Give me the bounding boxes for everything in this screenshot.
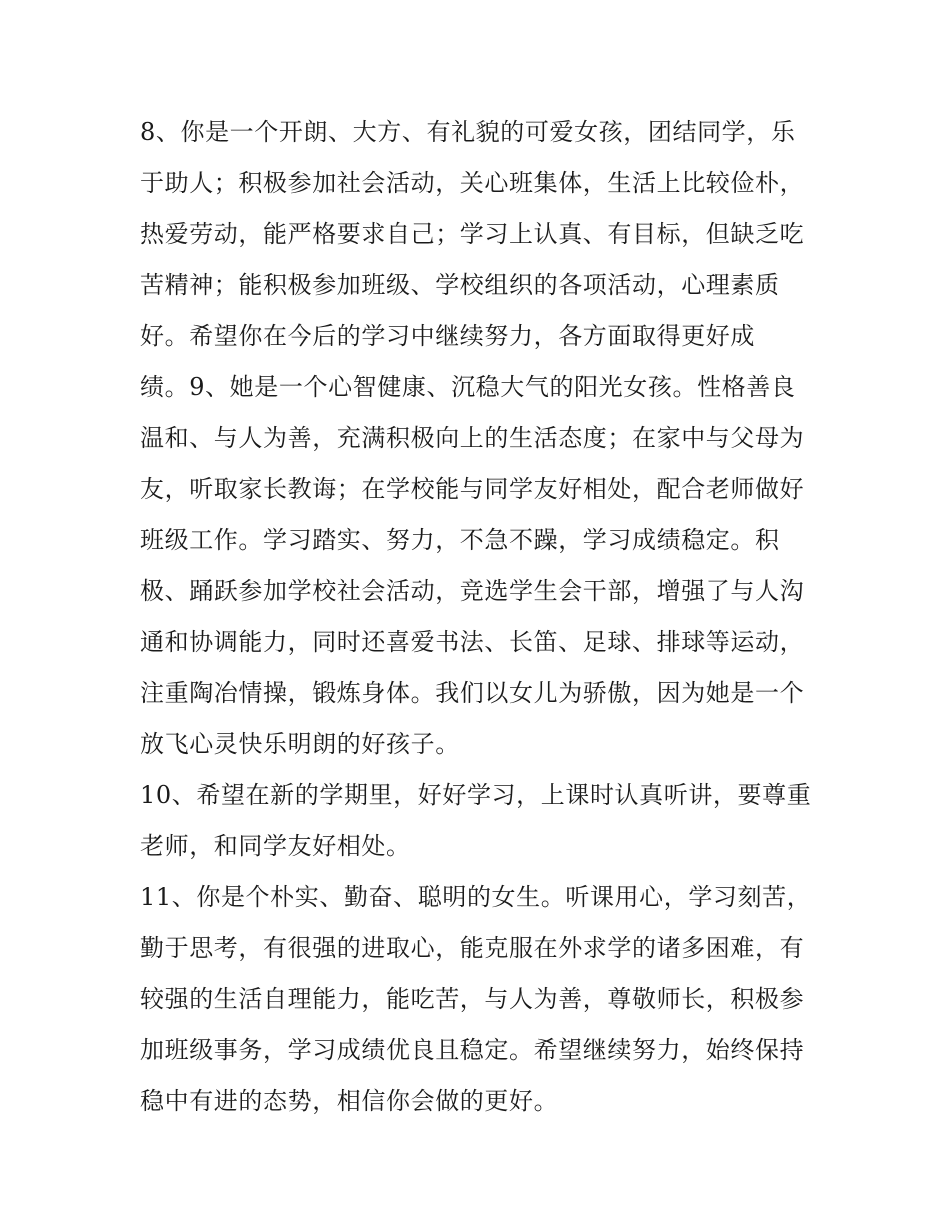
text-line: 放飞心灵快乐明朗的好孩子。 [140,730,460,758]
text-line: 班级工作。学习踏实、努力，不急不躁，学习成绩稳定。积 [140,526,780,554]
text-line: 注重陶冶情操，锻炼身体。我们以女儿为骄傲，因为她是一个 [140,679,805,707]
text-line: 10、希望在新的学期里，好好学习，上课时认真听讲，要尊重 [140,781,812,809]
text-line: 温和、与人为善，充满积极向上的生活态度；在家中与父母为 [140,424,805,452]
text-line: 老师，和同学友好相处。 [140,832,411,860]
text-line: 较强的生活自理能力，能吃苦，与人为善，尊敬师长，积极参 [140,985,805,1013]
text-line: 11、你是个朴实、勤奋、聪明的女生。听课用心，学习刻苦， [140,883,812,911]
text-line: 通和协调能力，同时还喜爱书法、长笛、足球、排球等运动， [140,628,805,656]
text-line: 加班级事务，学习成绩优良且稳定。希望继续努力，始终保持 [140,1036,805,1064]
text-line: 热爱劳动，能严格要求自己；学习上认真、有目标，但缺乏吃 [140,220,805,248]
document-body [140,107,820,1127]
text-line: 于助人；积极参加社会活动，关心班集体，生活上比较俭朴， [140,169,805,197]
text-line: 友，听取家长教诲；在学校能与同学友好相处，配合老师做好 [140,475,805,503]
text-line: 好。希望你在今后的学习中继续努力，各方面取得更好成 [140,322,755,350]
text-line: 勤于思考，有很强的进取心，能克服在外求学的诸多困难，有 [140,934,805,962]
text-line: 稳中有进的态势，相信你会做的更好。 [140,1087,559,1115]
text-line: 绩。9、她是一个心智健康、沉稳大气的阳光女孩。性格善良 [140,373,796,401]
text-line: 8、你是一个开朗、大方、有礼貌的可爱女孩，团结同学，乐 [140,118,796,146]
text-line: 极、踊跃参加学校社会活动，竞选学生会干部，增强了与人沟 [140,577,805,605]
text-line: 苦精神；能积极参加班级、学校组织的各项活动，心理素质 [140,271,780,299]
